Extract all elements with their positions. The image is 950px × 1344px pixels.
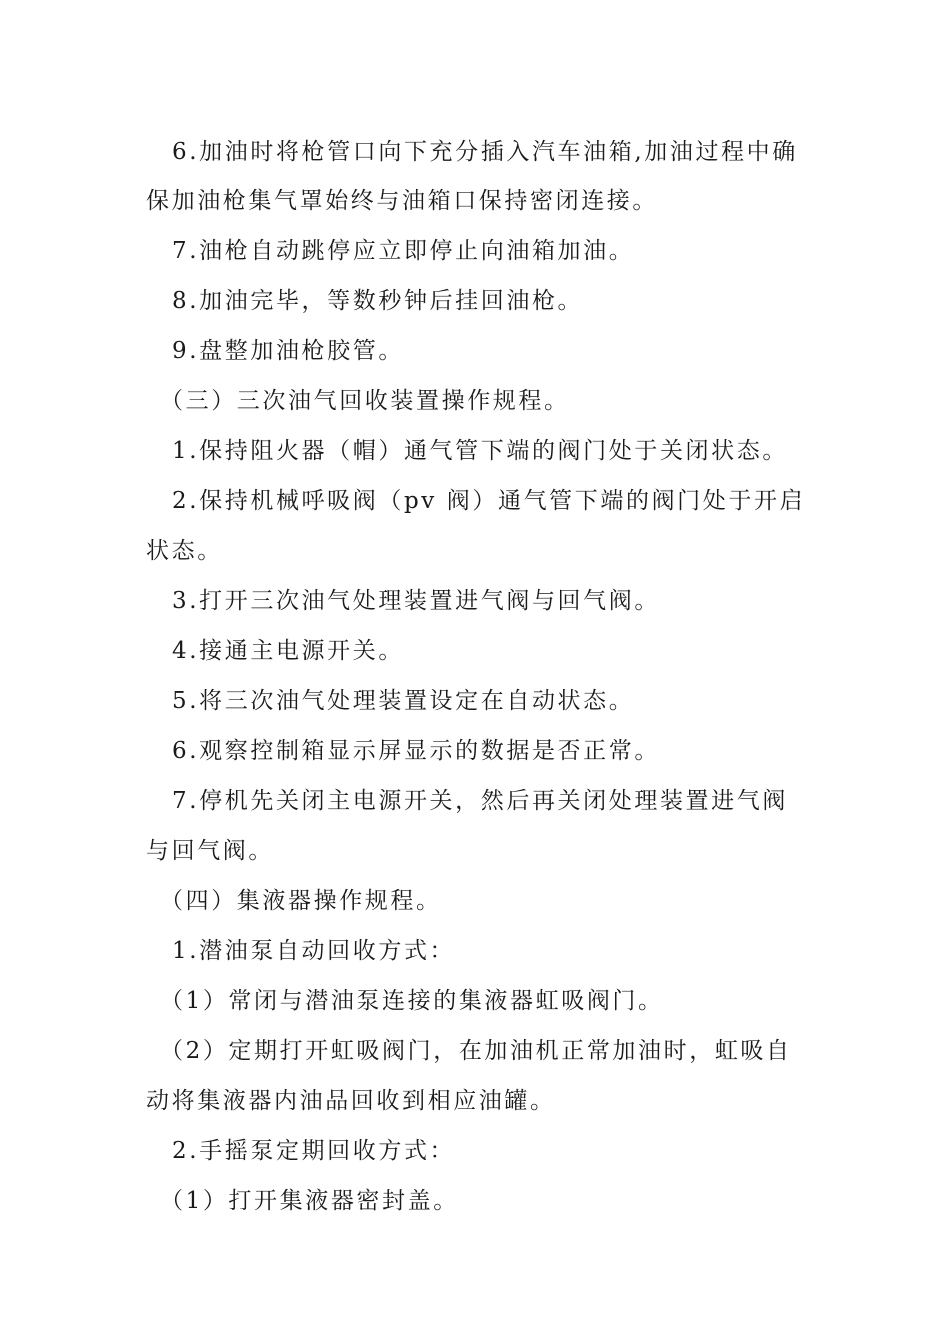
- section-heading: （四）集液器操作规程。: [160, 888, 442, 914]
- paragraph-line: （2）定期打开虹吸阀门，在加油机正常加油时，虹吸自: [160, 1038, 792, 1064]
- paragraph-line: 4.接通主电源开关。: [172, 638, 404, 664]
- paragraph-line: （1）常闭与潜油泵连接的集液器虹吸阀门。: [160, 988, 664, 1014]
- paragraph-line: 1.潜油泵自动回收方式：: [172, 938, 456, 964]
- paragraph-line: （1）打开集液器密封盖。: [160, 1188, 459, 1214]
- paragraph-line: 8.加油完毕，等数秒钟后挂回油枪。: [172, 288, 584, 314]
- paragraph-line: 6.观察控制箱显示屏显示的数据是否正常。: [172, 738, 660, 764]
- paragraph-line: 6.加油时将枪管口向下充分插入汽车油箱,加油过程中确: [172, 139, 798, 165]
- paragraph-line: 2.保持机械呼吸阀（pv 阀）通气管下端的阀门处于开启: [172, 488, 806, 514]
- paragraph-line: 9.盘整加油枪胶管。: [172, 338, 404, 364]
- paragraph-line: 与回气阀。: [146, 838, 274, 864]
- paragraph-line: 保加油枪集气罩始终与油箱口保持密闭连接。: [146, 188, 658, 214]
- paragraph-line: 5.将三次油气处理装置设定在自动状态。: [172, 688, 635, 714]
- paragraph-line: 状态。: [146, 538, 223, 564]
- paragraph-line: 2.手摇泵定期回收方式：: [172, 1138, 456, 1164]
- paragraph-line: 7.停机先关闭主电源开关，然后再关闭处理装置进气阀: [172, 788, 788, 814]
- paragraph-line: 动将集液器内油品回收到相应油罐。: [146, 1088, 556, 1114]
- paragraph-line: 7.油枪自动跳停应立即停止向油箱加油。: [172, 238, 635, 264]
- paragraph-line: 3.打开三次油气处理装置进气阀与回气阀。: [172, 588, 660, 614]
- section-heading: （三）三次油气回收装置操作规程。: [160, 388, 570, 414]
- paragraph-line: 1.保持阻火器（帽）通气管下端的阀门处于关闭状态。: [172, 438, 788, 464]
